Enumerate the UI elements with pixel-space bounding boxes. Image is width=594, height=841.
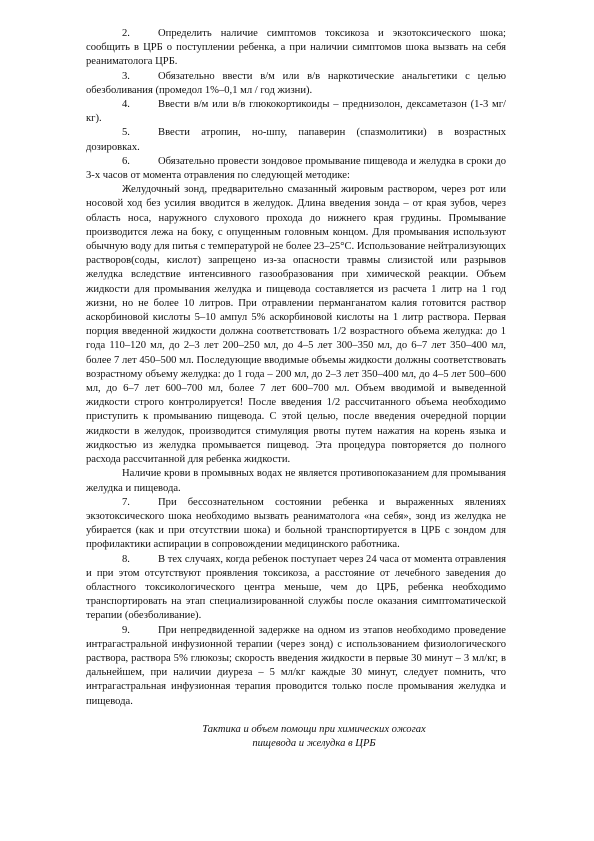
list-item-2 [86, 27, 506, 70]
probe-procedure-paragraph: Желудочный зонд, предварительно смазанный жировым раствором, через рот или носовой ход без усилия вводится в желудок. Длина введения зонда – от края зубов, через область носа, наружного слухового прохода до нижнего края грудины. Промывание производится лежа на боку, с опущенным головным концом. Для промывания используют обычную воду для питья с температурой не более 23–25°С. Использование нейтрализующих растворов(соды, кислот) запрещено из-за опасности травмы слизистой или разрывов желудка вследствие интенсивного газообразования при химической реакции. Объем жидкости для промывания желудка и пищевода составляется из расчета 1 литр на 1 год жизни, но не более 10 литров. При отравлении перманганатом калия готовится раствор аскорбиновой кислоты 5–10 ампул 5% аскорбиновой кислоты на 1 литр раствора. Первая порция введенной жидкости должна соответствовать 1/2 возрастного объема желудка: до 1 года 110–120 мл, до 2–3 лет 200–250 мл, до 4–5 лет 300–350 мл, до 6–7 лет 350–400 мл, более 7 лет 450–500 мл. Последующие вводимые объемы жидкости должны соответствовать возрастному объему желудка: до 1 года – 200 мл, до 2–3 лет 350–400 мл, до 4–5 лет 500–600 мл, до 6–7 лет 600–700 мл, более 7 лет 600–700 мл. Объем вводимой и выведенной жидкости строго контролируется! После введения 1/2 рассчитанного объема необходимо приступить к промыванию пищевода. С этой целью, после введения очередной порции жидкости в желудок, производится стимуляция рвоты путем нажатия на корень языка и жидкостью из желудка промывается пищевод. Эта процедура повторяется до полного расхода рассчитанной для ребенка жидкости. [86, 184, 506, 466]
item-number: 8. [122, 553, 130, 565]
document-page [86, 27, 506, 751]
caption-line-2: пищевода и желудка в ЦРБ [252, 737, 376, 749]
item-text: При бессознательном состоянии ребенка и выраженных явлениях экзотоксического шока необходимо вызвать реаниматолога «на себя», зонд из желудка не убирается (как и при отсутствии шока) и больной транспортируется в ЦРБ с зондом для профилактики аспирации в сопровождении медицинского работника. [86, 496, 506, 551]
item-text: Обязательно ввести в/м или в/в наркотические анальгетики с целью обезболивания (промедол 1%–0,1 мл / год жизни). [86, 70, 506, 96]
list-item-7 [86, 496, 506, 553]
item-number: 3. [122, 70, 130, 82]
item-text: При непредвиденной задержке на одном из этапов необходимо проведение интрагастральной инфузионной терапии (через зонд) с использованием физиологического раствора, раствора 5% глюкозы; скорость введения жидкости в первые 30 минут – 3 мл/кг, в дальнейшем, при наличии диуреза – 5 мл/кг каждые 30 минут, следует помнить, что интрагастральная инфузионная терапия проводится только после промывания желудка и пищевода. [86, 624, 506, 707]
item-text: В тех случаях, когда ребенок поступает через 24 часа от момента отравления и при этом отсутствуют проявления токсикоза, а расстояние от лечебного заведения до областного токсикологического центра меньше, чем до ЦРБ, ребенка необходимо транспортировать на этап специализированной службы после оказания симптоматической терапии (обезболивание). [86, 553, 506, 622]
item-number: 6. [122, 155, 130, 167]
list-item-8 [86, 553, 506, 624]
item-number: 7. [122, 496, 130, 508]
caption-line-1: Тактика и объем помощи при химических ожогах [202, 723, 426, 735]
item-number: 4. [122, 99, 130, 111]
item-text: Ввести атропин, но-шпу, папаверин (спазмолитики) в возрастных дозировках. [86, 127, 506, 153]
list-item-6 [86, 155, 506, 183]
section-caption [86, 723, 506, 751]
item-text: Обязательно провести зондовое промывание пищевода и желудка в сроки до 3-х часов от момента отравления по следующей методике: [86, 155, 506, 182]
blood-note-paragraph: Наличие крови в промывных водах не является противопоказанием для промывания желудка и пищевода. [86, 468, 506, 494]
item-number: 2. [122, 28, 130, 39]
list-item-9 [86, 624, 506, 709]
list-item-5 [86, 126, 506, 154]
item-text: Ввести в/м или в/в глюкокортикоиды – преднизолон, дексаметазон (1-3 мг/кг). [86, 99, 506, 125]
item-number: 9. [122, 624, 130, 636]
list-item-4 [86, 98, 506, 126]
list-item-3 [86, 70, 506, 98]
item-number: 5. [122, 127, 130, 139]
item-text: Определить наличие симптомов токсикоза и экзотоксического шока; сообщить в ЦРБ о поступлении ребенка, а при наличии симптомов шока вызвать на себя реаниматолога ЦРБ. [86, 28, 506, 68]
